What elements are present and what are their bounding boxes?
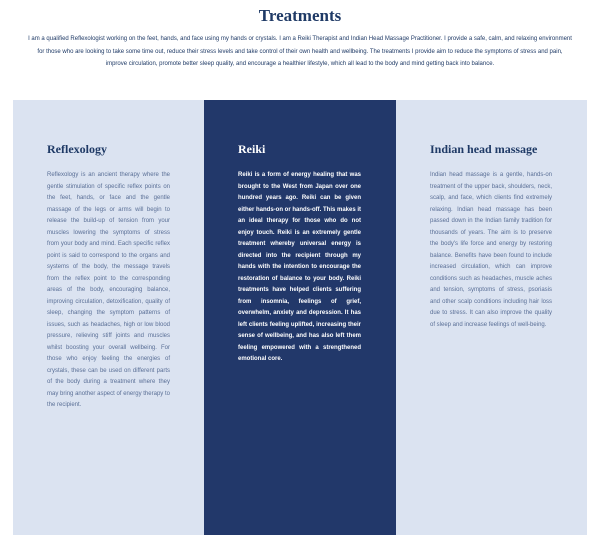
indian-head-massage-description: Indian head massage is a gentle, hands-on treatment of the upper back, shoulders, neck, scalp, and face, which clients find extremely relaxing. Indian head massage has been passed down in the Indian family tradition for thousands of years. The aim is to preserve the body's life force and energy by restoring balance. Benefits have been found to include increased circulation, which can improve conditions such as headaches, muscle aches and tension, symptoms of stress, psoriasis and other scalp conditions including hair loss due to stress. It can also improve the quality of sleep and increase feelings of well-being. [430, 172, 552, 328]
reiki-description: Reiki is a form of energy healing that was brought to the West from Japan over one hundred years ago. Reiki can be given either hands-on or hands-off. This makes it an ideal therapy for those who do not enjoy touch. Reiki is an extremely gentle treatment whereby universal energy is directed into the recipient through my hands with the intention to encourage the restoration of balance to your body. Reiki treatments have helped clients suffering from insomnia, feelings of grief, overwhelm, anxiety and depression. It has left clients feeling uplifted, increasing their sense of wellbeing, and has also left them feeling empowered with a strengthened emotional core. [238, 172, 362, 362]
reflexology-description: Reflexology is an ancient therapy where the gentle stimulation of specific reflex points on the feet, hands, or face and the gentle massage of the legs or arms will begin to release the build-up of tension from your muscles lowering the symptoms of stress from your body and mind. Each specific reflex point is said to correspond to the organs and systems of the body, the message travels from the reflex point to the corresponding areas of the body, encouraging balance, improving circulation, detoxification, quality of sleep, changing the symptom patterns of issues, such as headaches, high or low blood pressure, relieving stiff joints and muscles whilst boosting your overall wellbeing. For those who enjoy feeling the energies of crystals, these can be used on different parts of the body during a treatment where they may bring another aspect of energy therapy to the recipient. [47, 172, 170, 408]
reiki-panel [204, 100, 396, 535]
reiki-heading: Reiki [238, 142, 266, 156]
indian-head-massage-panel [396, 100, 587, 535]
treatments-panels [13, 100, 587, 535]
page-title: Treatments [258, 6, 342, 25]
reflexology-panel [13, 100, 204, 535]
intro-paragraph: I am a qualified Reflexologist working on the feet, hands, and face using my hands or crystals. I am a Reiki Therapist and Indian Head Massage Practitioner. I provide a safe, calm, and relaxing environment for those who are looking to take some time out, reduce their stress levels and take control of their own health and wellbeing. The treatments I provide aim to reduce the symptoms of stress and pain, improve circulation, promote better sleep quality, and encourage a healthier lifestyle, which all lead to the body and mind getting back into balance. [28, 36, 572, 67]
reflexology-heading: Reflexology [47, 142, 107, 156]
indian-head-massage-heading: Indian head massage [430, 142, 538, 156]
